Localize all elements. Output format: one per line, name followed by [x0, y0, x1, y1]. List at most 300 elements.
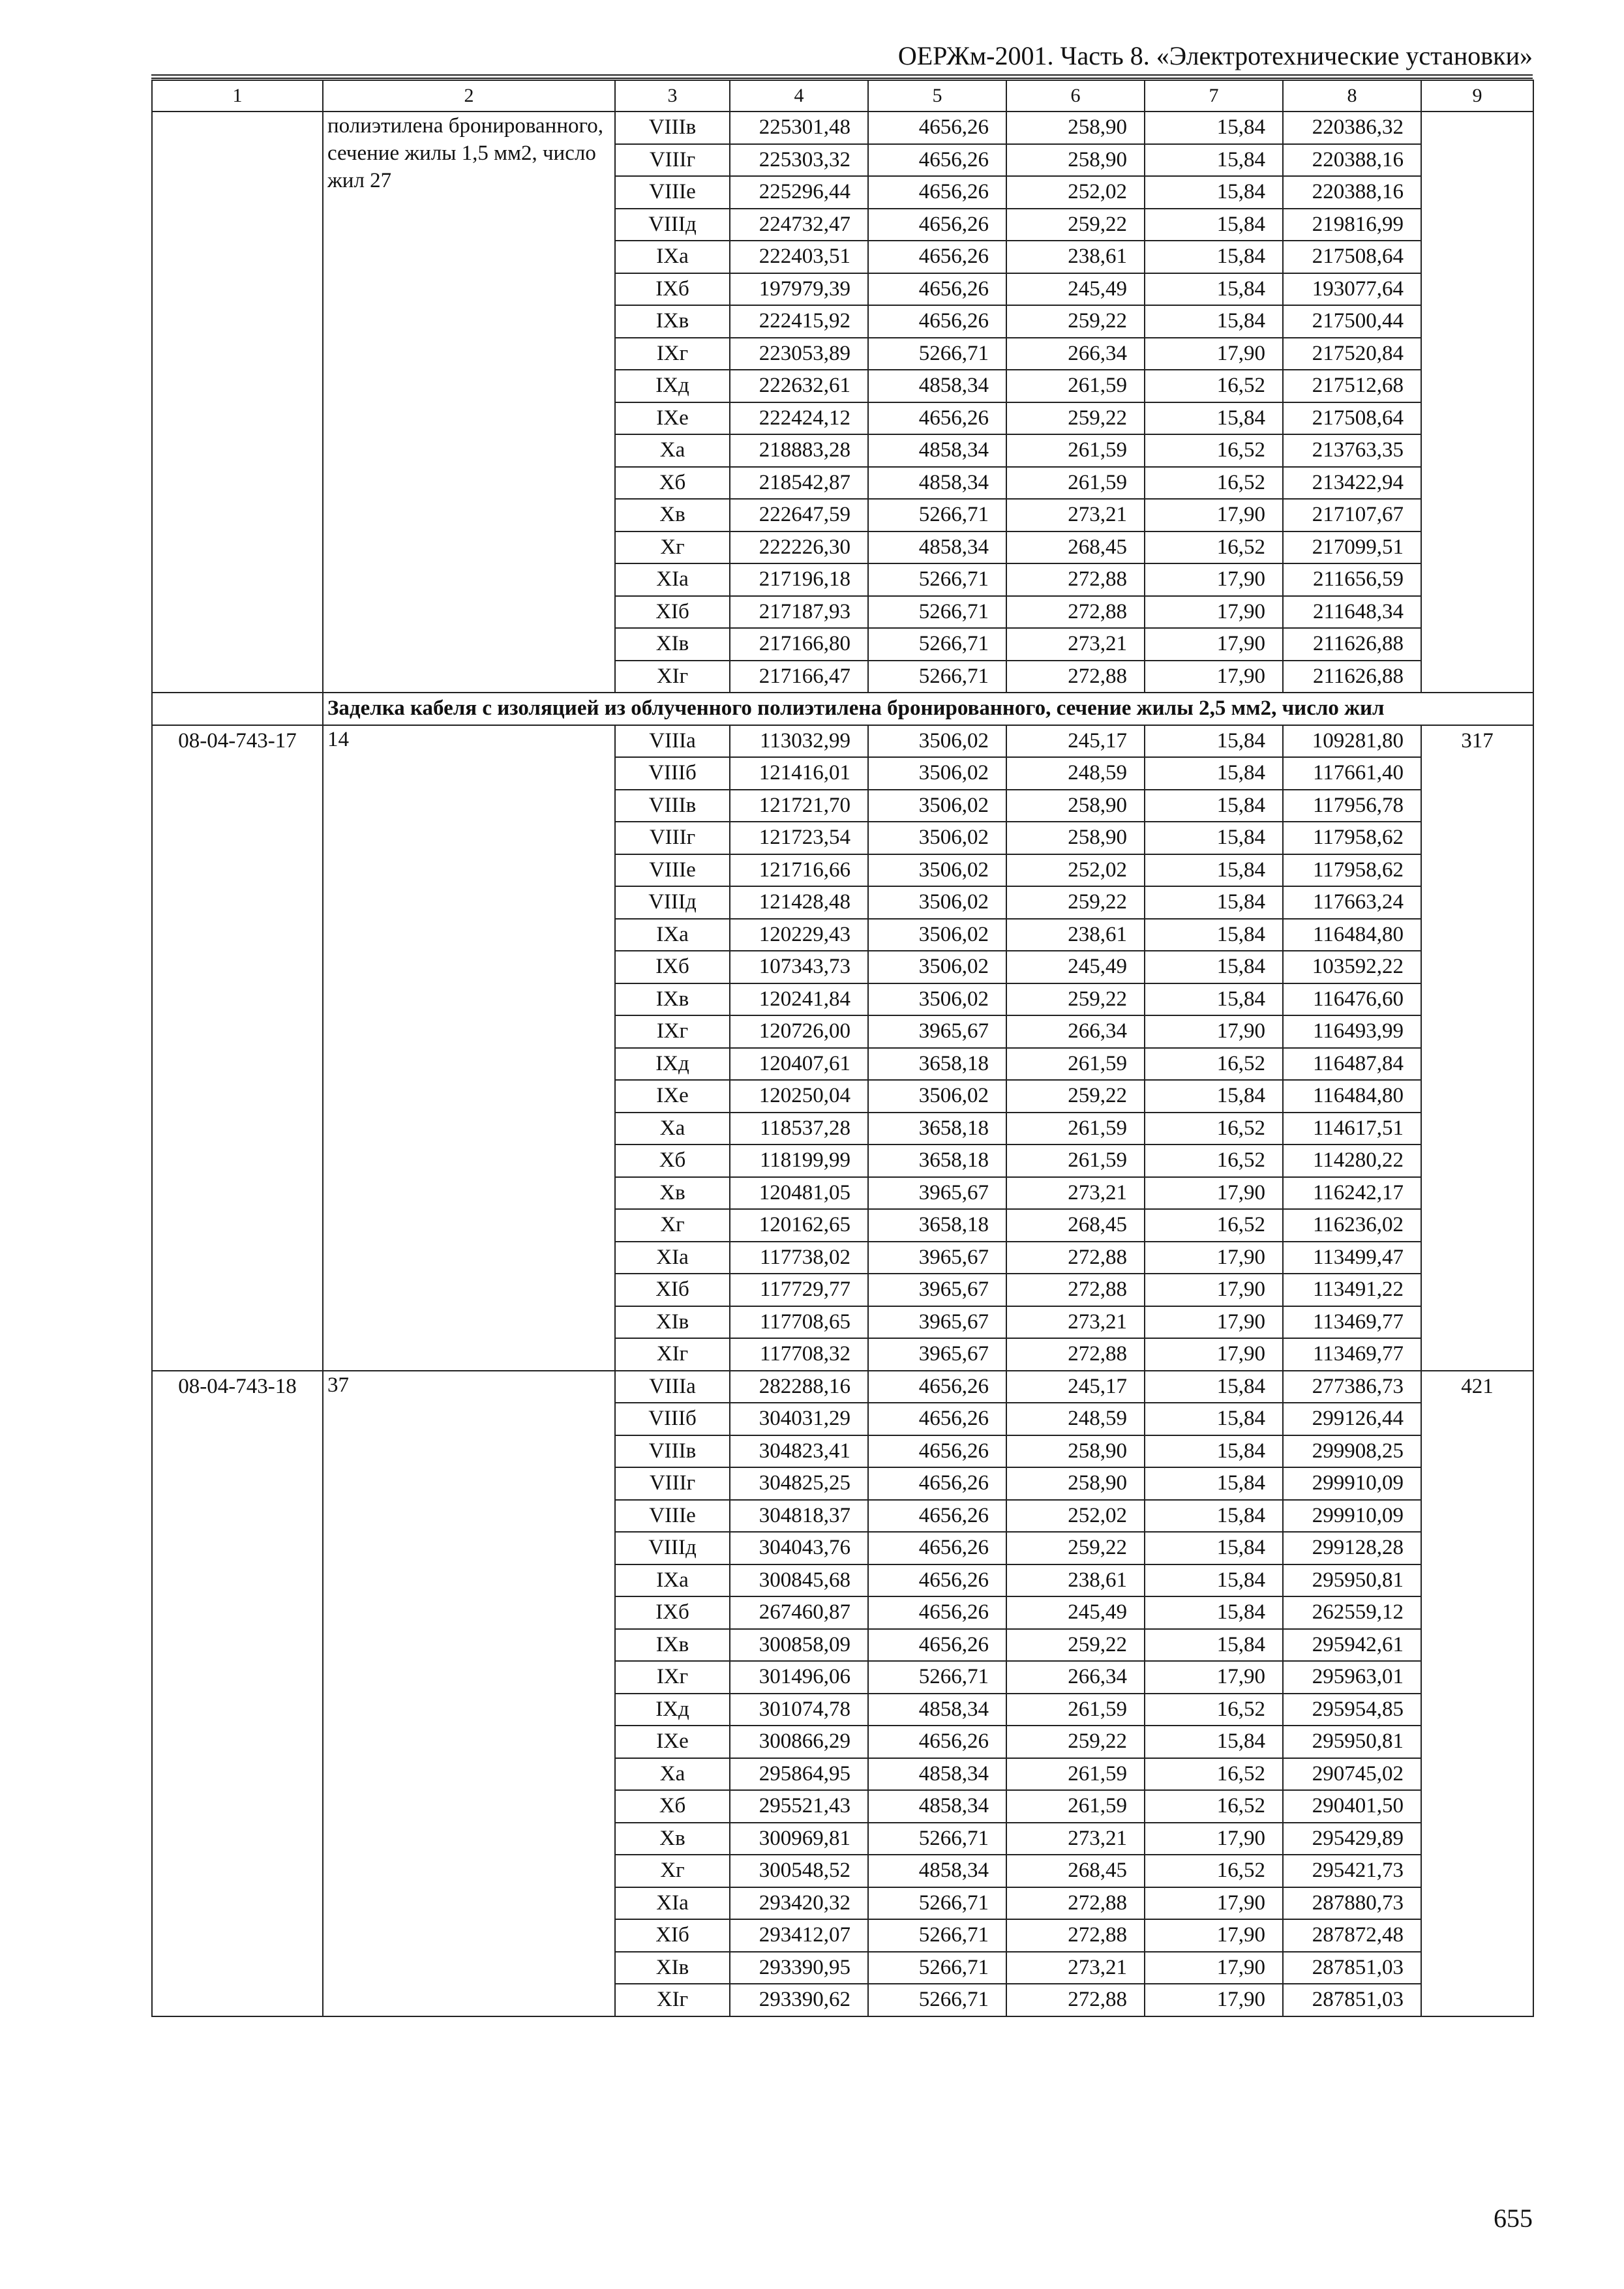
value-col-5: 4656,26: [868, 1726, 1006, 1758]
table-row: [152, 1371, 1533, 1403]
value-col-4: 121416,01: [730, 757, 868, 790]
value-col-4: 120726,00: [730, 1015, 868, 1048]
zone-code: XIг: [615, 1984, 730, 2016]
value-col-6: 261,59: [1006, 1144, 1145, 1177]
value-col-5: 3965,67: [868, 1015, 1006, 1048]
zone-code: VIIIд: [615, 209, 730, 241]
zone-code: VIIIб: [615, 1403, 730, 1435]
zone-code: IXд: [615, 1694, 730, 1726]
value-col-8: 295942,61: [1283, 1629, 1421, 1662]
zone-code: Xб: [615, 1144, 730, 1177]
value-col-4: 120250,04: [730, 1080, 868, 1113]
value-col-8: 290401,50: [1283, 1790, 1421, 1823]
value-col-7: 17,90: [1145, 628, 1283, 661]
value-col-6: 259,22: [1006, 402, 1145, 435]
column-number-5: 5: [868, 80, 1006, 112]
value-col-7: 15,84: [1145, 822, 1283, 854]
value-col-7: 17,90: [1145, 1887, 1283, 1920]
value-col-5: 3965,67: [868, 1338, 1006, 1371]
value-col-8: 117958,62: [1283, 854, 1421, 887]
value-col-5: 5266,71: [868, 1823, 1006, 1855]
value-col-6: 258,90: [1006, 1435, 1145, 1468]
zone-code: VIIIе: [615, 854, 730, 887]
value-col-7: 16,52: [1145, 370, 1283, 402]
value-col-5: 3506,02: [868, 725, 1006, 758]
value-col-5: 3658,18: [868, 1113, 1006, 1145]
zone-code: IXб: [615, 951, 730, 983]
section-title: Заделка кабеля с изоляцией из облученного полиэтилена бронированного, сечение жилы 2,5 мм2, число жил: [323, 693, 1533, 725]
value-col-6: 272,88: [1006, 661, 1145, 693]
zone-code: IXв: [615, 305, 730, 338]
value-col-8: 211648,34: [1283, 596, 1421, 629]
value-col-6: 252,02: [1006, 854, 1145, 887]
value-col-8: 103592,22: [1283, 951, 1421, 983]
value-col-8: 116484,80: [1283, 1080, 1421, 1113]
value-col-6: 259,22: [1006, 886, 1145, 919]
value-col-8: 114617,51: [1283, 1113, 1421, 1145]
zone-code: IXг: [615, 1015, 730, 1048]
value-col-6: 261,59: [1006, 467, 1145, 500]
zone-code: Xг: [615, 531, 730, 564]
value-col-7: 15,84: [1145, 790, 1283, 822]
value-col-4: 217196,18: [730, 563, 868, 596]
value-col-6: 272,88: [1006, 1919, 1145, 1952]
zone-code: IXг: [615, 338, 730, 370]
value-col-8: 211626,88: [1283, 628, 1421, 661]
value-col-7: 15,84: [1145, 757, 1283, 790]
zone-code: VIIIг: [615, 144, 730, 177]
value-col-4: 113032,99: [730, 725, 868, 758]
header-rule: [151, 74, 1533, 76]
item-extra-value: [1421, 112, 1533, 693]
item-code: [152, 112, 323, 693]
value-col-7: 15,84: [1145, 209, 1283, 241]
value-col-5: 3965,67: [868, 1177, 1006, 1210]
zone-code: IXг: [615, 1661, 730, 1694]
value-col-4: 121428,48: [730, 886, 868, 919]
value-col-8: 113469,77: [1283, 1306, 1421, 1339]
zone-code: VIIIа: [615, 1371, 730, 1403]
value-col-6: 268,45: [1006, 1209, 1145, 1242]
item-extra-value: 421: [1421, 1371, 1533, 2016]
value-col-5: 5266,71: [868, 1984, 1006, 2016]
value-col-6: 258,90: [1006, 144, 1145, 177]
value-col-7: 15,84: [1145, 241, 1283, 273]
value-col-6: 261,59: [1006, 434, 1145, 467]
value-col-8: 217099,51: [1283, 531, 1421, 564]
item-code: 08-04-743-17: [152, 725, 323, 1371]
value-col-5: 4858,34: [868, 467, 1006, 500]
value-col-7: 16,52: [1145, 1209, 1283, 1242]
value-col-8: 295950,81: [1283, 1726, 1421, 1758]
value-col-6: 272,88: [1006, 1338, 1145, 1371]
value-col-4: 117708,32: [730, 1338, 868, 1371]
value-col-8: 299128,28: [1283, 1532, 1421, 1564]
value-col-8: 220386,32: [1283, 112, 1421, 144]
zone-code: IXд: [615, 1048, 730, 1081]
value-col-8: 287851,03: [1283, 1952, 1421, 1984]
zone-code: IXе: [615, 402, 730, 435]
value-col-6: 261,59: [1006, 1758, 1145, 1791]
value-col-4: 118199,99: [730, 1144, 868, 1177]
value-col-8: 219816,99: [1283, 209, 1421, 241]
rates-table: [151, 80, 1534, 2017]
value-col-7: 15,84: [1145, 112, 1283, 144]
value-col-8: 295950,81: [1283, 1564, 1421, 1597]
value-col-8: 117956,78: [1283, 790, 1421, 822]
value-col-8: 220388,16: [1283, 176, 1421, 209]
zone-code: XIб: [615, 1274, 730, 1306]
value-col-8: 114280,22: [1283, 1144, 1421, 1177]
zone-code: XIг: [615, 1338, 730, 1371]
value-col-8: 109281,80: [1283, 725, 1421, 758]
value-col-7: 17,90: [1145, 1015, 1283, 1048]
value-col-4: 217187,93: [730, 596, 868, 629]
value-col-7: 15,84: [1145, 983, 1283, 1016]
value-col-4: 304823,41: [730, 1435, 868, 1468]
item-description: 14: [327, 727, 349, 751]
value-col-4: 217166,47: [730, 661, 868, 693]
value-col-8: 277386,73: [1283, 1371, 1421, 1403]
value-col-7: 16,52: [1145, 1758, 1283, 1791]
zone-code: Xв: [615, 1823, 730, 1855]
value-col-5: 3506,02: [868, 886, 1006, 919]
value-col-6: 273,21: [1006, 1306, 1145, 1339]
value-col-7: 15,84: [1145, 886, 1283, 919]
value-col-4: 121716,66: [730, 854, 868, 887]
value-col-6: 268,45: [1006, 1855, 1145, 1887]
value-col-4: 304031,29: [730, 1403, 868, 1435]
value-col-4: 293412,07: [730, 1919, 868, 1952]
value-col-8: 213763,35: [1283, 434, 1421, 467]
value-col-6: 258,90: [1006, 822, 1145, 854]
value-col-6: 266,34: [1006, 1015, 1145, 1048]
zone-code: VIIIа: [615, 725, 730, 758]
value-col-6: 266,34: [1006, 338, 1145, 370]
value-col-7: 15,84: [1145, 1080, 1283, 1113]
value-col-6: 272,88: [1006, 1887, 1145, 1920]
section-title-spacer: [152, 693, 323, 725]
value-col-4: 117738,02: [730, 1242, 868, 1274]
value-col-7: 15,84: [1145, 144, 1283, 177]
value-col-6: 273,21: [1006, 1952, 1145, 1984]
section-title-row: [152, 693, 1533, 725]
value-col-5: 4656,26: [868, 241, 1006, 273]
value-col-5: 5266,71: [868, 338, 1006, 370]
value-col-8: 193077,64: [1283, 273, 1421, 306]
value-col-5: 4656,26: [868, 1371, 1006, 1403]
value-col-4: 117708,65: [730, 1306, 868, 1339]
item-description: полиэтилена бронированного, сечение жилы 1,5 мм2, число жил 27: [327, 114, 603, 192]
value-col-8: 116487,84: [1283, 1048, 1421, 1081]
value-col-4: 120481,05: [730, 1177, 868, 1210]
zone-code: VIIIб: [615, 757, 730, 790]
value-col-6: 272,88: [1006, 1984, 1145, 2016]
value-col-4: 295864,95: [730, 1758, 868, 1791]
value-col-5: 4656,26: [868, 209, 1006, 241]
table-row: [152, 725, 1533, 758]
value-col-7: 17,90: [1145, 1274, 1283, 1306]
zone-code: Xа: [615, 434, 730, 467]
value-col-8: 117958,62: [1283, 822, 1421, 854]
value-col-6: 248,59: [1006, 757, 1145, 790]
value-col-4: 301074,78: [730, 1694, 868, 1726]
value-col-6: 272,88: [1006, 563, 1145, 596]
zone-code: IXб: [615, 273, 730, 306]
value-col-4: 301496,06: [730, 1661, 868, 1694]
value-col-8: 295954,85: [1283, 1694, 1421, 1726]
value-col-4: 121721,70: [730, 790, 868, 822]
table-row: [152, 112, 1533, 144]
zone-code: IXв: [615, 1629, 730, 1662]
value-col-6: 259,22: [1006, 1532, 1145, 1564]
value-col-6: 245,17: [1006, 725, 1145, 758]
value-col-4: 117729,77: [730, 1274, 868, 1306]
value-col-5: 3506,02: [868, 951, 1006, 983]
value-col-5: 3506,02: [868, 854, 1006, 887]
value-col-5: 5266,71: [868, 1887, 1006, 1920]
zone-code: IXе: [615, 1726, 730, 1758]
value-col-7: 15,84: [1145, 176, 1283, 209]
value-col-4: 218542,87: [730, 467, 868, 500]
value-col-6: 261,59: [1006, 1113, 1145, 1145]
value-col-8: 116493,99: [1283, 1015, 1421, 1048]
value-col-5: 4656,26: [868, 1532, 1006, 1564]
value-col-6: 261,59: [1006, 370, 1145, 402]
value-col-7: 15,84: [1145, 402, 1283, 435]
zone-code: IXа: [615, 919, 730, 951]
zone-code: VIIIг: [615, 822, 730, 854]
value-col-8: 116476,60: [1283, 983, 1421, 1016]
value-col-6: 272,88: [1006, 596, 1145, 629]
zone-code: VIIIе: [615, 1500, 730, 1533]
value-col-4: 197979,39: [730, 273, 868, 306]
value-col-7: 17,90: [1145, 1952, 1283, 1984]
value-col-8: 217512,68: [1283, 370, 1421, 402]
value-col-5: 4656,26: [868, 1467, 1006, 1500]
value-col-5: 4656,26: [868, 402, 1006, 435]
value-col-6: 259,22: [1006, 1080, 1145, 1113]
value-col-5: 4858,34: [868, 434, 1006, 467]
value-col-5: 3658,18: [868, 1144, 1006, 1177]
value-col-7: 15,84: [1145, 1435, 1283, 1468]
value-col-4: 120241,84: [730, 983, 868, 1016]
header-rule: [151, 78, 1533, 79]
zone-code: IXб: [615, 1596, 730, 1629]
value-col-6: 259,22: [1006, 1726, 1145, 1758]
value-col-7: 15,84: [1145, 1500, 1283, 1533]
zone-code: XIа: [615, 1242, 730, 1274]
column-number-9: 9: [1421, 80, 1533, 112]
value-col-4: 222632,61: [730, 370, 868, 402]
value-col-4: 300969,81: [730, 1823, 868, 1855]
value-col-7: 17,90: [1145, 1338, 1283, 1371]
value-col-5: 4656,26: [868, 273, 1006, 306]
value-col-5: 4656,26: [868, 1500, 1006, 1533]
value-col-4: 300845,68: [730, 1564, 868, 1597]
value-col-8: 116242,17: [1283, 1177, 1421, 1210]
value-col-5: 5266,71: [868, 499, 1006, 531]
value-col-6: 258,90: [1006, 1467, 1145, 1500]
value-col-7: 16,52: [1145, 1855, 1283, 1887]
zone-code: IXд: [615, 370, 730, 402]
value-col-7: 15,84: [1145, 1403, 1283, 1435]
value-col-5: 3506,02: [868, 1080, 1006, 1113]
value-col-6: 272,88: [1006, 1274, 1145, 1306]
value-col-5: 4858,34: [868, 370, 1006, 402]
value-col-8: 113469,77: [1283, 1338, 1421, 1371]
value-col-6: 261,59: [1006, 1048, 1145, 1081]
value-col-4: 222415,92: [730, 305, 868, 338]
zone-code: XIа: [615, 1887, 730, 1920]
value-col-5: 3506,02: [868, 757, 1006, 790]
value-col-4: 218883,28: [730, 434, 868, 467]
value-col-6: 273,21: [1006, 1823, 1145, 1855]
zone-code: IXе: [615, 1080, 730, 1113]
value-col-7: 15,84: [1145, 1629, 1283, 1662]
value-col-8: 217107,67: [1283, 499, 1421, 531]
value-col-7: 16,52: [1145, 1790, 1283, 1823]
value-col-4: 118537,28: [730, 1113, 868, 1145]
value-col-5: 3658,18: [868, 1048, 1006, 1081]
page-header-title: ОЕРЖм-2001. Часть 8. «Электротехнические установки»: [897, 41, 1533, 70]
value-col-5: 3965,67: [868, 1274, 1006, 1306]
value-col-5: 3658,18: [868, 1209, 1006, 1242]
value-col-7: 15,84: [1145, 854, 1283, 887]
value-col-4: 222424,12: [730, 402, 868, 435]
value-col-7: 17,90: [1145, 661, 1283, 693]
value-col-5: 3965,67: [868, 1242, 1006, 1274]
value-col-8: 113499,47: [1283, 1242, 1421, 1274]
column-number-8: 8: [1283, 80, 1421, 112]
value-col-7: 16,52: [1145, 531, 1283, 564]
value-col-4: 293420,32: [730, 1887, 868, 1920]
page-number: 655: [1494, 2204, 1533, 2233]
zone-code: Xв: [615, 499, 730, 531]
value-col-4: 304818,37: [730, 1500, 868, 1533]
value-col-6: 259,22: [1006, 305, 1145, 338]
value-col-5: 4656,26: [868, 1596, 1006, 1629]
zone-code: VIIIв: [615, 112, 730, 144]
value-col-7: 15,84: [1145, 725, 1283, 758]
value-col-5: 4656,26: [868, 112, 1006, 144]
zone-code: IXа: [615, 241, 730, 273]
zone-code: XIб: [615, 1919, 730, 1952]
table-body: [152, 80, 1533, 2016]
value-col-7: 15,84: [1145, 919, 1283, 951]
zone-code: Xб: [615, 1790, 730, 1823]
column-number-3: 3: [615, 80, 730, 112]
value-col-4: 304043,76: [730, 1532, 868, 1564]
value-col-4: 223053,89: [730, 338, 868, 370]
value-col-8: 290745,02: [1283, 1758, 1421, 1791]
value-col-8: 116484,80: [1283, 919, 1421, 951]
value-col-5: 3965,67: [868, 1306, 1006, 1339]
value-col-7: 15,84: [1145, 1371, 1283, 1403]
value-col-4: 225301,48: [730, 112, 868, 144]
value-col-4: 304825,25: [730, 1467, 868, 1500]
zone-code: XIв: [615, 628, 730, 661]
value-col-8: 213422,94: [1283, 467, 1421, 500]
value-col-8: 211656,59: [1283, 563, 1421, 596]
value-col-7: 15,84: [1145, 273, 1283, 306]
value-col-6: 248,59: [1006, 1403, 1145, 1435]
value-col-8: 220388,16: [1283, 144, 1421, 177]
value-col-5: 4656,26: [868, 1629, 1006, 1662]
value-col-4: 222403,51: [730, 241, 868, 273]
value-col-7: 16,52: [1145, 1144, 1283, 1177]
value-col-8: 299910,09: [1283, 1500, 1421, 1533]
zone-code: Xа: [615, 1758, 730, 1791]
value-col-4: 217166,80: [730, 628, 868, 661]
value-col-6: 259,22: [1006, 209, 1145, 241]
value-col-6: 258,90: [1006, 790, 1145, 822]
value-col-4: 121723,54: [730, 822, 868, 854]
value-col-4: 120162,65: [730, 1209, 868, 1242]
zone-code: Xг: [615, 1855, 730, 1887]
value-col-5: 3506,02: [868, 822, 1006, 854]
zone-code: XIв: [615, 1306, 730, 1339]
value-col-5: 4858,34: [868, 1790, 1006, 1823]
value-col-5: 3506,02: [868, 983, 1006, 1016]
zone-code: XIг: [615, 661, 730, 693]
value-col-8: 295429,89: [1283, 1823, 1421, 1855]
value-col-6: 245,17: [1006, 1371, 1145, 1403]
item-description-cell: [323, 1371, 615, 2016]
zone-code: VIIIг: [615, 1467, 730, 1500]
value-col-6: 273,21: [1006, 1177, 1145, 1210]
value-col-4: 267460,87: [730, 1596, 868, 1629]
value-col-7: 16,52: [1145, 467, 1283, 500]
value-col-4: 293390,62: [730, 1984, 868, 2016]
value-col-6: 245,49: [1006, 951, 1145, 983]
value-col-7: 17,90: [1145, 338, 1283, 370]
value-col-7: 17,90: [1145, 1823, 1283, 1855]
column-number-7: 7: [1145, 80, 1283, 112]
value-col-7: 15,84: [1145, 951, 1283, 983]
zone-code: Xв: [615, 1177, 730, 1210]
value-col-8: 295963,01: [1283, 1661, 1421, 1694]
value-col-4: 107343,73: [730, 951, 868, 983]
value-col-4: 225303,32: [730, 144, 868, 177]
value-col-6: 273,21: [1006, 499, 1145, 531]
value-col-6: 272,88: [1006, 1242, 1145, 1274]
value-col-8: 287851,03: [1283, 1984, 1421, 2016]
value-col-7: 17,90: [1145, 1306, 1283, 1339]
value-col-6: 252,02: [1006, 176, 1145, 209]
value-col-7: 17,90: [1145, 1919, 1283, 1952]
zone-code: XIб: [615, 596, 730, 629]
value-col-5: 5266,71: [868, 596, 1006, 629]
value-col-7: 17,90: [1145, 1242, 1283, 1274]
zone-code: IXа: [615, 1564, 730, 1597]
value-col-5: 4656,26: [868, 1564, 1006, 1597]
value-col-6: 245,49: [1006, 1596, 1145, 1629]
value-col-8: 299908,25: [1283, 1435, 1421, 1468]
column-number-6: 6: [1006, 80, 1145, 112]
item-description-cell: [323, 112, 615, 693]
column-number-2: 2: [323, 80, 615, 112]
value-col-4: 300548,52: [730, 1855, 868, 1887]
column-number-4: 4: [730, 80, 868, 112]
value-col-4: 300858,09: [730, 1629, 868, 1662]
value-col-8: 113491,22: [1283, 1274, 1421, 1306]
zone-code: VIIIд: [615, 1532, 730, 1564]
value-col-5: 4858,34: [868, 1694, 1006, 1726]
value-col-8: 217520,84: [1283, 338, 1421, 370]
item-extra-value: 317: [1421, 725, 1533, 1371]
zone-code: Xа: [615, 1113, 730, 1145]
